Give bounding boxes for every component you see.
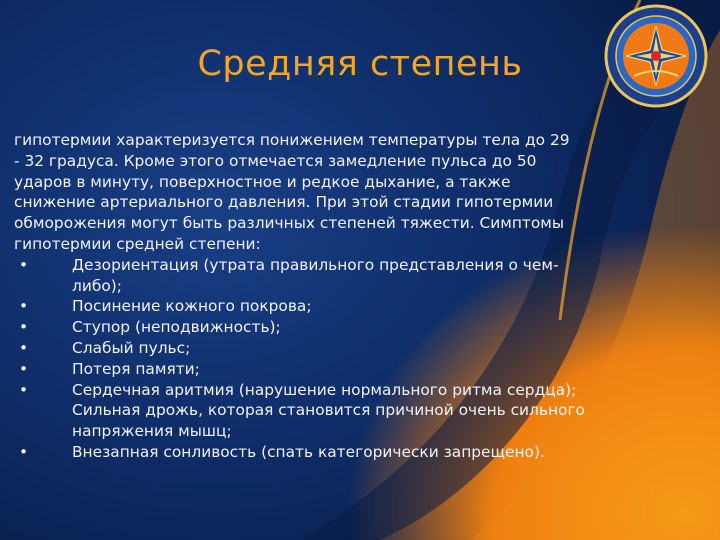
symptom-item: [14, 442, 698, 463]
symptom-text: Ступор (неподвижность);: [72, 318, 281, 337]
intro-line: - 32 градуса. Кроме этого отмечается замедление пульса до 50: [14, 151, 537, 170]
symptom-list: [14, 255, 698, 463]
intro-line: ударов в минуту, поверхностное и редкое дыхание, а также: [14, 172, 511, 191]
symptom-text: напряжения мышц;: [72, 422, 232, 441]
bullet-icon: •: [19, 380, 29, 399]
symptom-item: [14, 380, 698, 442]
symptom-item: [14, 296, 698, 317]
symptom-text: Слабый пульс;: [72, 338, 191, 357]
symptom-item: [14, 338, 698, 359]
symptom-text: Сильная дрожь, которая становится причиной очень сильного: [72, 401, 585, 420]
symptom-text: Потеря памяти;: [72, 359, 200, 378]
symptom-text: Сердечная аритмия (нарушение нормального ритма сердца);: [72, 380, 577, 399]
symptom-text: Посинение кожного покрова;: [72, 297, 312, 316]
intro-line: снижение артериального давления. При этой стадии гипотермии: [14, 193, 554, 212]
bullet-icon: •: [19, 297, 29, 316]
intro-paragraph: [14, 130, 698, 255]
intro-line: обморожения могут быть различных степеней тяжести. Симптомы: [14, 214, 565, 233]
bullet-icon: •: [19, 318, 29, 337]
bullet-icon: •: [19, 338, 29, 357]
bullet-icon: •: [19, 442, 29, 461]
symptom-item: [14, 255, 698, 297]
mchs-emblem-icon: [604, 4, 708, 108]
bullet-icon: •: [19, 359, 29, 378]
intro-line: гипотермии характеризуется понижением температуры тела до 29: [14, 131, 570, 149]
symptom-text: Внезапная сонливость (спать категорически запрещено).: [72, 442, 545, 461]
symptom-item: [14, 359, 698, 380]
slide-body: [14, 130, 698, 463]
symptom-text: Дезориентация (утрата правильного представления о чем-: [72, 255, 559, 274]
symptom-text: либо);: [72, 276, 122, 295]
symptom-item: [14, 317, 698, 338]
slide-title: Средняя степень: [197, 44, 523, 84]
bullet-icon: •: [19, 255, 29, 274]
intro-line: гипотермии средней степени:: [14, 234, 261, 253]
